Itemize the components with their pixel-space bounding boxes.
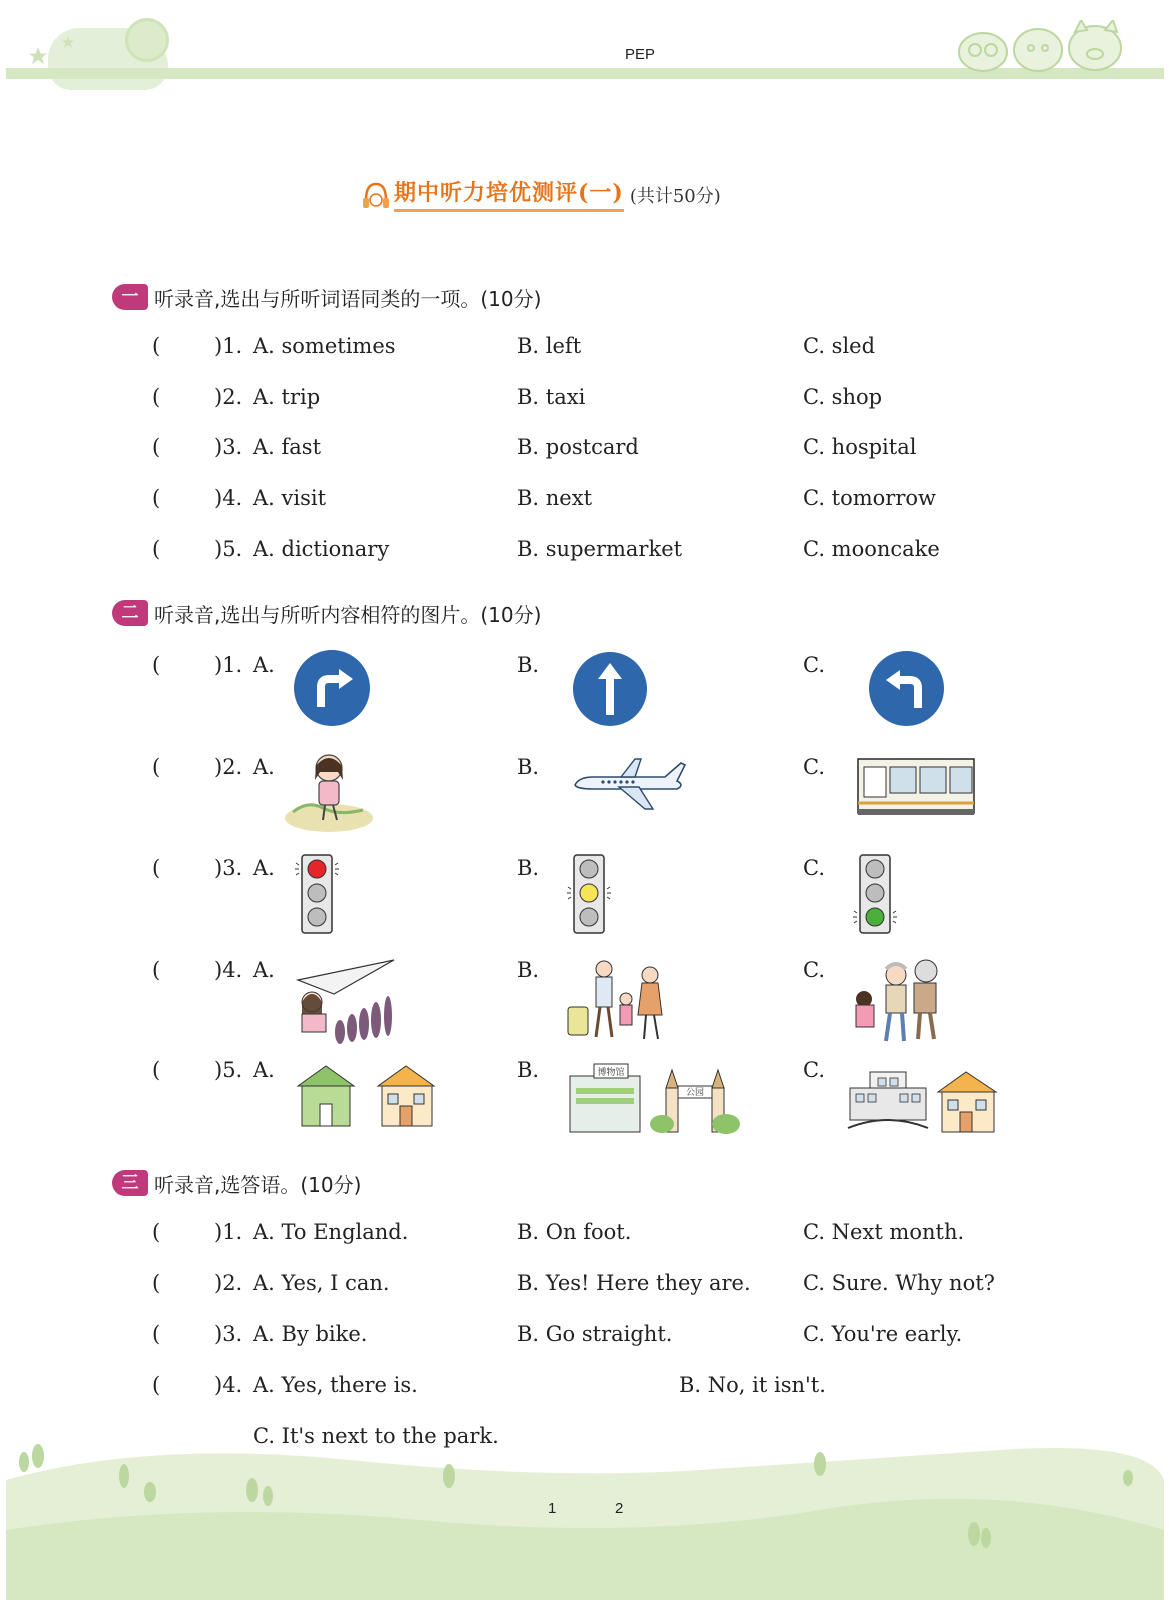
question-row <box>152 486 1052 516</box>
answer-blank-open[interactable]: ( <box>152 435 161 459</box>
girl-walking-image <box>283 748 375 834</box>
option-a: A. <box>253 653 275 677</box>
option-a: A. <box>253 1058 275 1082</box>
question-number: )5. <box>214 537 243 561</box>
section-number: 三 <box>112 1170 148 1196</box>
answer-blank-open[interactable]: ( <box>152 1058 161 1082</box>
option-c: C. It's next to the park. <box>253 1424 499 1448</box>
option-c: C. Sure. Why not? <box>803 1271 995 1295</box>
option-a: A. fast <box>253 435 322 459</box>
option-a: A. <box>253 755 275 779</box>
section-instruction: 听录音,选出与所听词语同类的一项。(10分) <box>154 286 542 311</box>
section-number: 一 <box>112 284 148 310</box>
question-number: )5. <box>214 1058 243 1082</box>
option-c: C. <box>803 1058 825 1082</box>
option-b: B. On foot. <box>517 1220 632 1244</box>
header-label: PEP <box>625 46 656 63</box>
option-b: B. <box>517 856 540 880</box>
answer-blank-open[interactable]: ( <box>152 653 161 677</box>
red-light-image <box>294 853 340 935</box>
hospital-and-home-image <box>846 1068 1006 1136</box>
option-b: B. left <box>517 334 582 358</box>
section-instruction: 听录音,选出与所听内容相符的图片。(10分) <box>154 602 542 627</box>
title-main: 期中听力培优测评(一) <box>394 176 624 212</box>
turn-right-sign-image <box>293 649 371 727</box>
answer-blank-open[interactable]: ( <box>152 1373 161 1397</box>
museum-sign-label: 博物馆 <box>597 1068 625 1078</box>
option-a: A. trip <box>253 385 321 409</box>
option-c: C. mooncake <box>803 537 940 561</box>
title-score: (共计50分) <box>629 186 721 207</box>
section-heading <box>112 598 541 628</box>
option-a: A. Yes, I can. <box>253 1271 390 1295</box>
question-number: )4. <box>214 958 243 982</box>
answer-blank-open[interactable]: ( <box>152 1220 161 1244</box>
option-a: A. sometimes <box>253 334 396 358</box>
answer-blank-open[interactable]: ( <box>152 856 161 880</box>
page-number-right: 2 <box>615 1500 624 1517</box>
visiting-grandparents-image <box>850 955 944 1047</box>
option-b: B. postcard <box>517 435 639 459</box>
answer-blank-open[interactable]: ( <box>152 486 161 510</box>
option-c: C. You're early. <box>803 1322 963 1346</box>
question-number: )2. <box>214 385 243 409</box>
star-icon <box>28 46 48 66</box>
answer-blank-open[interactable]: ( <box>152 334 161 358</box>
section-heading <box>112 1168 361 1198</box>
answer-blank-open[interactable]: ( <box>152 755 161 779</box>
question-number: )4. <box>214 1373 243 1397</box>
museum-and-park-image <box>566 1058 742 1138</box>
answer-blank-open[interactable]: ( <box>152 1271 161 1295</box>
answer-blank-open[interactable]: ( <box>152 537 161 561</box>
question-row <box>152 1220 1052 1250</box>
question-number: )3. <box>214 1322 243 1346</box>
option-b: B. <box>517 755 540 779</box>
green-light-image <box>852 853 898 935</box>
answer-blank-open[interactable]: ( <box>152 385 161 409</box>
park-sign-label: 公园 <box>685 1088 705 1098</box>
turn-left-sign-image <box>868 650 945 727</box>
farm-and-home-image <box>294 1062 444 1130</box>
option-a: A. <box>253 856 275 880</box>
option-b: B. Go straight. <box>517 1322 673 1346</box>
question-number: )2. <box>214 755 243 779</box>
question-number: )2. <box>214 1271 243 1295</box>
question-row <box>152 334 1052 364</box>
option-a: A. By bike. <box>253 1322 368 1346</box>
option-c: C. <box>803 653 825 677</box>
train-image <box>856 753 976 819</box>
option-a: A. To England. <box>253 1220 409 1244</box>
question-row <box>152 385 1052 415</box>
section-instruction: 听录音,选答语。(10分) <box>154 1172 362 1197</box>
option-b: B. No, it isn't. <box>679 1373 826 1397</box>
option-a: A. Yes, there is. <box>253 1373 418 1397</box>
section-number: 二 <box>112 600 148 626</box>
question-number: )4. <box>214 486 243 510</box>
option-c: C. <box>803 958 825 982</box>
option-b: B. <box>517 653 540 677</box>
page-number-left: 1 <box>548 1500 557 1517</box>
question-row <box>152 1271 1052 1301</box>
header-sun-decoration <box>125 18 169 62</box>
option-b: B. next <box>517 486 593 510</box>
question-number: )1. <box>214 1220 243 1244</box>
option-a: A. visit <box>253 486 327 510</box>
option-c: C. <box>803 856 825 880</box>
option-c: C. tomorrow <box>803 486 937 510</box>
answer-blank-open[interactable]: ( <box>152 958 161 982</box>
answer-blank-open[interactable]: ( <box>152 1322 161 1346</box>
question-number: )1. <box>214 334 243 358</box>
yellow-light-image <box>566 853 612 935</box>
question-number: )1. <box>214 653 243 677</box>
question-number: )3. <box>214 435 243 459</box>
family-travel-image <box>566 955 674 1047</box>
option-b: B. supermarket <box>517 537 683 561</box>
headphones-icon <box>362 180 390 212</box>
option-a: A. <box>253 958 275 982</box>
option-c: C. <box>803 755 825 779</box>
option-c: C. sled <box>803 334 876 358</box>
option-b: B. <box>517 1058 540 1082</box>
option-b: B. <box>517 958 540 982</box>
plane-image <box>569 755 689 813</box>
page-title <box>362 168 721 212</box>
question-row <box>152 1373 1052 1403</box>
option-c: C. Next month. <box>803 1220 965 1244</box>
question-number: )3. <box>214 856 243 880</box>
option-b: B. taxi <box>517 385 586 409</box>
go-straight-sign-image <box>572 651 648 727</box>
option-c: C. shop <box>803 385 883 409</box>
option-b: B. Yes! Here they are. <box>517 1271 751 1295</box>
option-c: C. hospital <box>803 435 917 459</box>
girl-and-plane-image <box>294 958 398 1048</box>
cartoon-animals-decoration <box>955 20 1130 72</box>
question-row <box>152 537 1052 567</box>
footer-hills-decoration <box>0 1440 1169 1600</box>
option-a: A. dictionary <box>253 537 390 561</box>
star-icon <box>62 36 74 48</box>
question-row <box>152 435 1052 465</box>
section-heading <box>112 282 541 312</box>
question-row <box>152 1322 1052 1352</box>
